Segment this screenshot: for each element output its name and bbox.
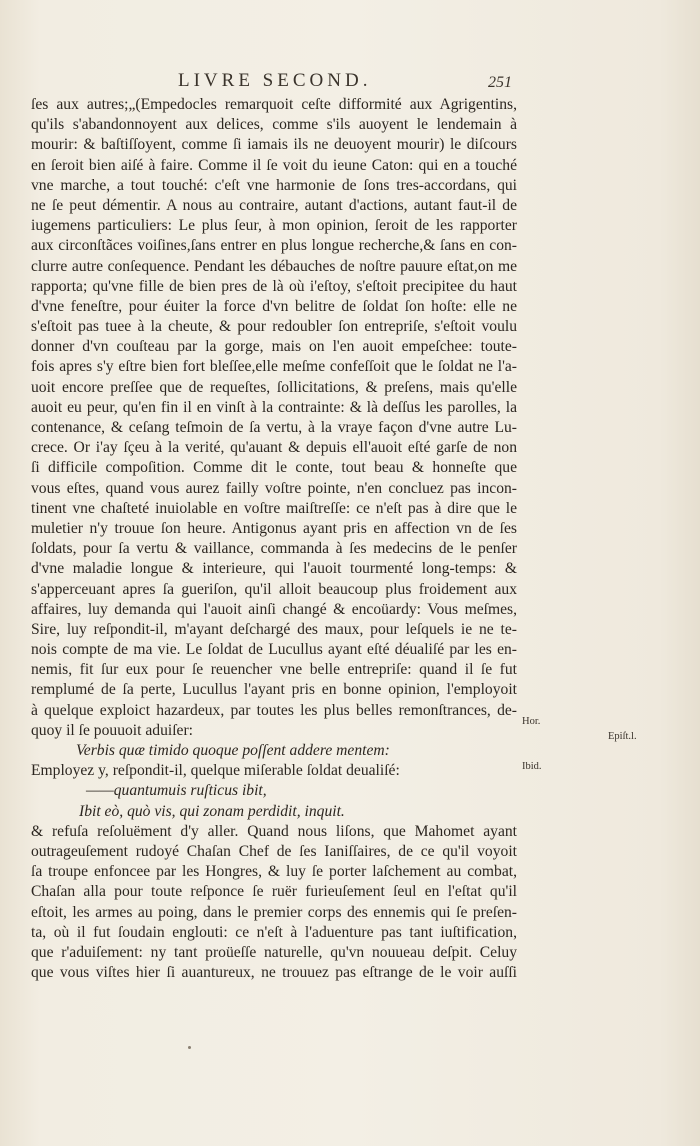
text-line: & refuſa reſoluëment d'y aller. Quand nous liſons, que Mahomet ayant [31,822,517,840]
text-line: que vous viſtes hier ſi auantureux, ne trouuez pas eſtrange de le voir auſſi [31,964,517,982]
margin-note-epist: Epiſt.l. [608,731,637,742]
text-line: en ſeroit bien aiſé à faire. Comme il ſe voit du ieune Caton: qui en a touché [31,156,517,174]
margin-note-ibid: Ibid. [522,761,542,772]
text-line: s'apperceuant apres ſa gueriſon, qu'il alloit beaucoup plus froidement aux [31,580,517,598]
text-line: remplumé de ſa perte, Lucullus l'ayant pris en bonne opinion, l'employoit [31,681,517,699]
text-line: eſtoit, les armes au poing, dans le premier corps des ennemis qui ſe preſen- [31,903,517,921]
text-line: nemis, fit ſur eux pour ſe reuencher vne belle entrepriſe: quand il ſe fut [31,661,517,679]
text-block [31,95,517,983]
text-line: tinent vne chaſteté inuiolable en voſtre maiſtreſſe: ce n'eſt pas à dire que le [31,499,517,517]
running-title: LIVRE SECOND. [178,70,372,91]
text-line: uoit encore preſſee que de requeſtes, ſollicitations, & preſens, mais qu'elle [31,378,517,396]
text-line: ſes aux autres;„(Empedocles remarquoit ceſte difformité aux Agrigentins, [31,96,517,113]
text-line: ſa troupe enfoncee par les Hongres, & luy ſe porter laſchement au combat, [31,863,517,881]
page-number: 251 [488,74,512,91]
text-line: crece. Or i'ay ſçeu à la verité, qu'auant & depuis ell'auoit eſté garſe de non [31,439,517,457]
margin-note-hor: Hor. [522,716,541,727]
latin-quote-line: Ibit eò, quò vis, qui zonam perdidit, inquit. [79,802,345,820]
text-line: ſi difficile compoſition. Comme dit le conte, tout beau & honneſte que [31,459,517,477]
text-line: muletier n'y trouue ſon heure. Antigonus ayant pris en affection vn de ſes [31,519,517,537]
text-line: d'vne maladie longue & interieure, qui l'auoit tourmenté long-temps: & [31,560,517,578]
text-line: ne ſe peut démentir. A nous au contraire, autant d'actions, autant faut-il de [31,196,517,214]
text-line: rapporta; qu'vne fille de bien pres de là où i'eſtoy, s'eſtoit precipitee du haut [31,277,517,295]
text-line: à quelque exploict hazardeux, par toutes les plus belles remonſtrances, de- [31,701,517,719]
text-line: que r'aduiſement: ny tant proüeſſe naturelle, qu'vn nouueau deſpit. Celuy [31,943,517,961]
text-line: clurre autre conſequence. Pendant les débauches de noſtre pauure eſtat,on me [31,257,517,275]
text-line: mourir: & baſtiſſoyent, comme ſi iamais ils ne deuoyent mourir) le diſcours [31,136,517,154]
text-line: s'eſtoit pas tuee à la cheute, & pour redoubler ſon entrepriſe, s'eſtoit voulu [31,318,517,336]
text-line: ta, où il fut ſoudain englouti: ce n'eſt à l'aduenture pas tant iuſtification, [31,923,517,941]
text-line: qu'ils s'abandonnoyent aux delices, comme s'ils auoyent le lendemain à [31,116,517,134]
latin-quote-line: ——quantumuis ruſticus ibit, [86,782,267,800]
paper-speck [188,1046,191,1049]
latin-quote-line: Verbis quæ timido quoque poſſent addere mentem: [76,742,390,759]
text-line: fois apres s'y eſtre bien fort bleſſee,elle meſme confeſſoit que le ſoldat ne l'a- [31,358,517,376]
text-line: ſoldats, pour ſa vertu & vaillance, commanda à ſes medecins de le penſer [31,540,517,558]
text-line: outrageuſement rudoyé Chaſan Chef de ſes Ianiſſaires, de ce qu'il voyoit [31,842,517,860]
text-line: d'vne feneſtre, pour éuiter la force d'vn belitre de ſoldat ſon hoſte: elle ne [31,297,517,315]
text-line: contenance, & ceſang teſmoin de ſa vertu, à la vraye façon d'vne autre Lu- [31,419,517,436]
text-line: iugemens particuliers: Le plus ſeur, à mon opinion, ſeroit de les rapporter [31,217,517,235]
text-line: Employez y, reſpondit-il, quelque miſerable ſoldat deualiſé: [31,762,400,780]
text-line: affaires, luy demanda qui l'auoit ainſi changé & encoüardy: Vous meſmes, [31,600,517,618]
text-line: aux circonſtãces voiſines,ſans entrer en plus longue recherche,& ſans en con- [31,237,517,255]
text-line: donner d'vn couſteau par la gorge, mais on l'en auoit empeſchee: toute- [31,338,517,356]
text-line: Chaſan alla pour toute reſponce ſe ruër furieuſement ſeul en l'eſtat qu'il [31,883,517,901]
text-line: vous eſtes, quand vous aurez failly voſtre pointe, n'en concluez pas incon- [31,479,517,497]
text-line: Sire, luy reſpondit-il, m'ayant deſchargé des maux, pour leſquels ie ne te- [31,620,517,638]
text-line: nois compte de ma vie. Le ſoldat de Lucullus ayant eſté déualiſé par les en- [31,641,517,659]
text-line: vne marche, a tout touché: c'eſt vne harmonie de ſons tres-accordans, qui [31,176,517,194]
text-line: auoit eu peur, qu'en fin il en vinſt à la contrainte: & là deſſus les parolles, la [31,398,517,416]
text-line: quoy il ſe pouuoit aduiſer: [31,721,193,739]
